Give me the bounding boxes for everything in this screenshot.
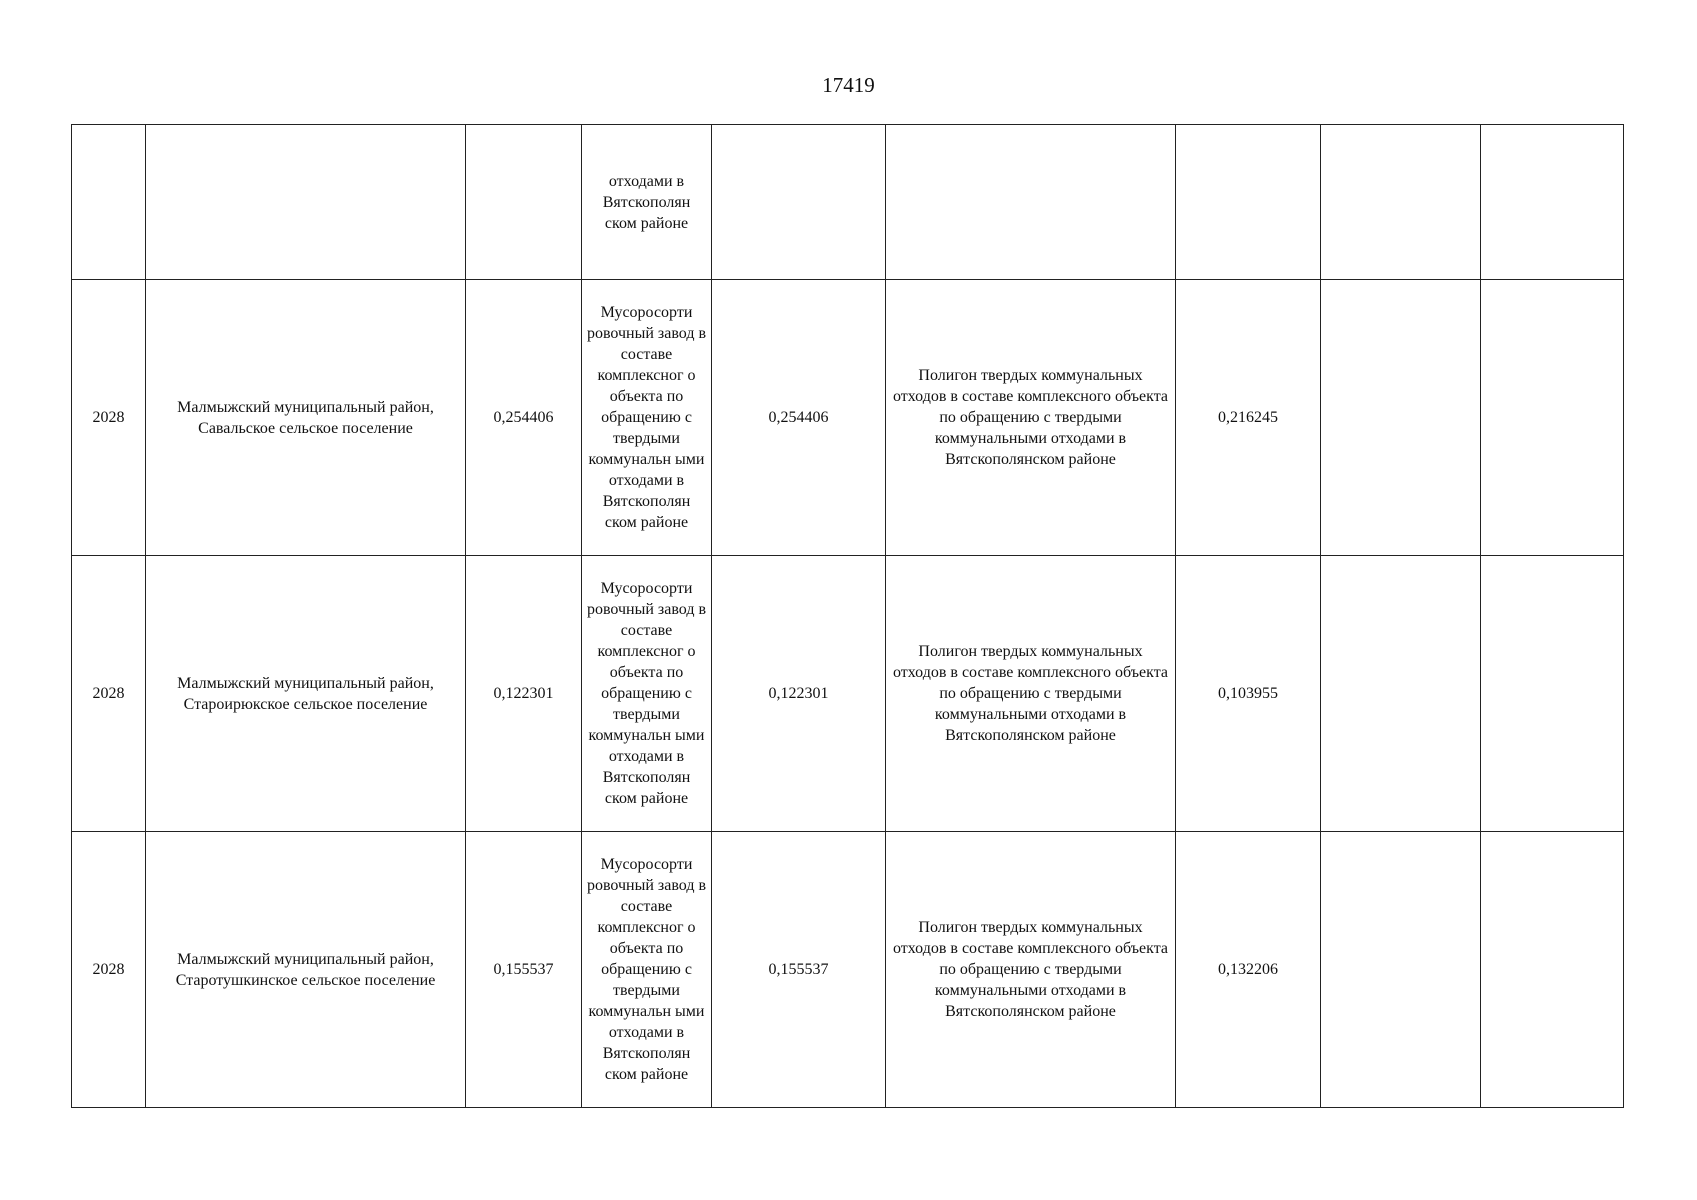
table-row-continuation <box>72 125 1624 280</box>
cell-facility-1: Мусоросорти ровочный завод в составе комплексног о объекта по обращению с твердыми коммунальн ыми отходами в Вятскополян ском районе <box>582 832 712 1108</box>
cell-volume-1: 0,155537 <box>466 832 582 1108</box>
page-number: 17419 <box>822 73 875 97</box>
cell-volume-2: 0,155537 <box>712 832 886 1108</box>
cell-territory: Малмыжский муниципальный район, Старотушкинское сельское поселение <box>146 832 466 1108</box>
cell-facility-2: Полигон твердых коммунальных отходов в составе комплексного объекта по обращению с твердыми коммунальными отходами в Вятскополянском районе <box>886 556 1176 832</box>
cell-col-8 <box>1321 556 1481 832</box>
cell-facility-2 <box>886 125 1176 280</box>
cell-volume-1: 0,254406 <box>466 280 582 556</box>
cell-year <box>72 125 146 280</box>
cell-facility-2: Полигон твердых коммунальных отходов в составе комплексного объекта по обращению с твердыми коммунальными отходами в Вятскополянском районе <box>886 280 1176 556</box>
cell-volume-3: 0,216245 <box>1176 280 1321 556</box>
cell-volume-1 <box>466 125 582 280</box>
cell-facility-2: Полигон твердых коммунальных отходов в составе комплексного объекта по обращению с твердыми коммунальными отходами в Вятскополянском районе <box>886 832 1176 1108</box>
cell-volume-3: 0,132206 <box>1176 832 1321 1108</box>
cell-col-8 <box>1321 832 1481 1108</box>
cell-col-8 <box>1321 280 1481 556</box>
cell-volume-2: 0,122301 <box>712 556 886 832</box>
cell-territory: Малмыжский муниципальный район, Савальское сельское поселение <box>146 280 466 556</box>
table-row <box>72 832 1624 1108</box>
cell-facility-1: Мусоросорти ровочный завод в составе комплексног о объекта по обращению с твердыми коммунальн ыми отходами в Вятскополян ском районе <box>582 556 712 832</box>
cell-facility-1 <box>582 125 712 280</box>
cell-col-9 <box>1481 556 1624 832</box>
cell-year: 2028 <box>72 832 146 1108</box>
cell-territory <box>146 125 466 280</box>
cell-year: 2028 <box>72 556 146 832</box>
cell-volume-2: 0,254406 <box>712 280 886 556</box>
cell-volume-3 <box>1176 125 1321 280</box>
cell-col-9 <box>1481 832 1624 1108</box>
cell-col-8 <box>1321 125 1481 280</box>
cell-facility-1: Мусоросорти ровочный завод в составе комплексног о объекта по обращению с твердыми коммунальн ыми отходами в Вятскополян ском районе <box>582 280 712 556</box>
waste-flow-table <box>71 124 1624 1108</box>
cell-territory: Малмыжский муниципальный район, Староирюкское сельское поселение <box>146 556 466 832</box>
table-row <box>72 280 1624 556</box>
cell-volume-2 <box>712 125 886 280</box>
facility-1-text: отходами в Вятскополян ском районе <box>602 172 691 232</box>
table-row <box>72 556 1624 832</box>
cell-volume-1: 0,122301 <box>466 556 582 832</box>
cell-col-9 <box>1481 125 1624 280</box>
cell-volume-3: 0,103955 <box>1176 556 1321 832</box>
cell-col-9 <box>1481 280 1624 556</box>
cell-year: 2028 <box>72 280 146 556</box>
